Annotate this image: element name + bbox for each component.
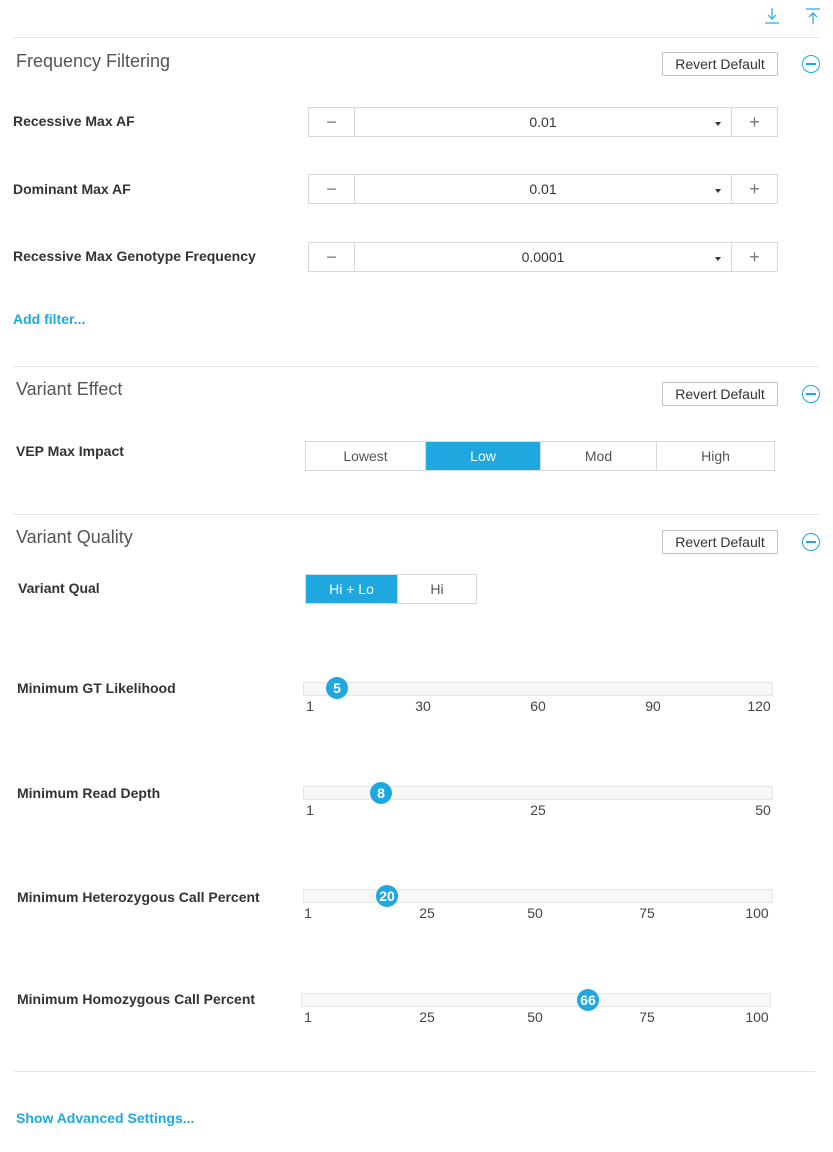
decrement-button[interactable]: − <box>309 175 355 203</box>
tick-label: 1 <box>306 698 314 714</box>
section-title-quality: Variant Quality <box>16 527 133 547</box>
tick-label: 50 <box>527 905 543 921</box>
slider-track[interactable] <box>303 889 773 903</box>
variant-qual-segmented-control <box>305 574 477 604</box>
tick-label: 75 <box>639 905 655 921</box>
decrement-button[interactable]: − <box>309 108 355 136</box>
divider <box>14 366 819 367</box>
revert-default-button-frequency[interactable]: Revert Default <box>662 52 778 76</box>
tick-label: 90 <box>645 698 661 714</box>
slider-track[interactable] <box>303 682 773 696</box>
dominant-max-af-stepper <box>308 174 778 204</box>
slider-track[interactable] <box>301 993 771 1007</box>
show-advanced-settings-link[interactable]: Show Advanced Settings... <box>16 1110 195 1126</box>
revert-default-button-effect[interactable]: Revert Default <box>662 382 778 406</box>
divider <box>14 37 819 38</box>
slider-handle[interactable]: 20 <box>376 885 398 907</box>
field-label-recessive-max-af: Recessive Max AF <box>13 113 135 129</box>
tick-label: 100 <box>745 905 769 921</box>
add-filter-link[interactable]: Add filter... <box>13 311 86 327</box>
vep-option-lowest[interactable]: Lowest <box>306 442 426 470</box>
tick-label: 1 <box>304 1009 312 1025</box>
collapse-icon[interactable] <box>802 385 820 403</box>
qual-option-hi[interactable]: Hi <box>430 581 444 597</box>
collapse-icon[interactable] <box>802 533 820 551</box>
caret-down-icon <box>715 189 721 193</box>
value-dropdown[interactable] <box>355 175 731 203</box>
field-label-dominant-max-af: Dominant Max AF <box>13 181 131 197</box>
tick-label: 30 <box>415 698 431 714</box>
slider-label-gt-likelihood: Minimum GT Likelihood <box>17 680 176 696</box>
increment-button[interactable]: + <box>731 175 777 203</box>
divider <box>14 1071 815 1072</box>
tick-label: 25 <box>419 1009 435 1025</box>
tick-label: 75 <box>639 1009 655 1025</box>
tick-label: 25 <box>530 802 546 818</box>
collapse-icon[interactable] <box>802 55 820 73</box>
tick-label: 50 <box>527 1009 543 1025</box>
recessive-max-genotype-frequency-stepper <box>308 242 778 272</box>
tick-label: 25 <box>419 905 435 921</box>
value-text: 0.01 <box>529 114 557 130</box>
increment-button[interactable]: + <box>731 243 777 271</box>
slider-handle[interactable]: 66 <box>577 989 599 1011</box>
section-title-effect: Variant Effect <box>16 379 123 399</box>
slider-label-homozygous-call-percent: Minimum Homozygous Call Percent <box>17 991 256 1007</box>
increment-button[interactable]: + <box>731 108 777 136</box>
field-label-vep-max-impact: VEP Max Impact <box>16 443 124 459</box>
tick-label: 50 <box>755 802 771 818</box>
caret-down-icon <box>715 122 721 126</box>
scroll-to-top-icon[interactable] <box>803 7 823 27</box>
slider-handle[interactable]: 5 <box>326 677 348 699</box>
section-title-frequency: Frequency Filtering <box>16 51 171 71</box>
value-dropdown[interactable] <box>355 243 731 271</box>
tick-label: 1 <box>304 905 312 921</box>
value-dropdown[interactable] <box>355 108 731 136</box>
vep-option-low[interactable]: Low <box>426 442 541 470</box>
slider-label-read-depth: Minimum Read Depth <box>17 785 161 801</box>
vep-option-high[interactable]: High <box>701 448 730 464</box>
decrement-button[interactable]: − <box>309 243 355 271</box>
vep-option-mod[interactable]: Mod <box>541 442 657 470</box>
download-icon[interactable] <box>762 7 782 27</box>
field-label-recessive-max-genotype-frequency: Recessive Max Genotype Frequency <box>13 248 256 264</box>
qual-option-hi-lo[interactable]: Hi + Lo <box>306 575 398 603</box>
recessive-max-af-stepper <box>308 107 778 137</box>
vep-impact-segmented-control <box>305 441 775 471</box>
tick-label: 120 <box>747 698 771 714</box>
slider-handle[interactable]: 8 <box>370 782 392 804</box>
revert-default-button-quality[interactable]: Revert Default <box>662 530 778 554</box>
value-text: 0.0001 <box>521 249 565 265</box>
slider-label-heterozygous-call-percent: Minimum Heterozygous Call Percent <box>17 889 260 905</box>
tick-label: 1 <box>306 802 314 818</box>
tick-label: 100 <box>745 1009 769 1025</box>
caret-down-icon <box>715 257 721 261</box>
value-text: 0.01 <box>529 181 557 197</box>
divider <box>14 514 819 515</box>
field-label-variant-qual: Variant Qual <box>18 580 100 596</box>
tick-label: 60 <box>530 698 546 714</box>
